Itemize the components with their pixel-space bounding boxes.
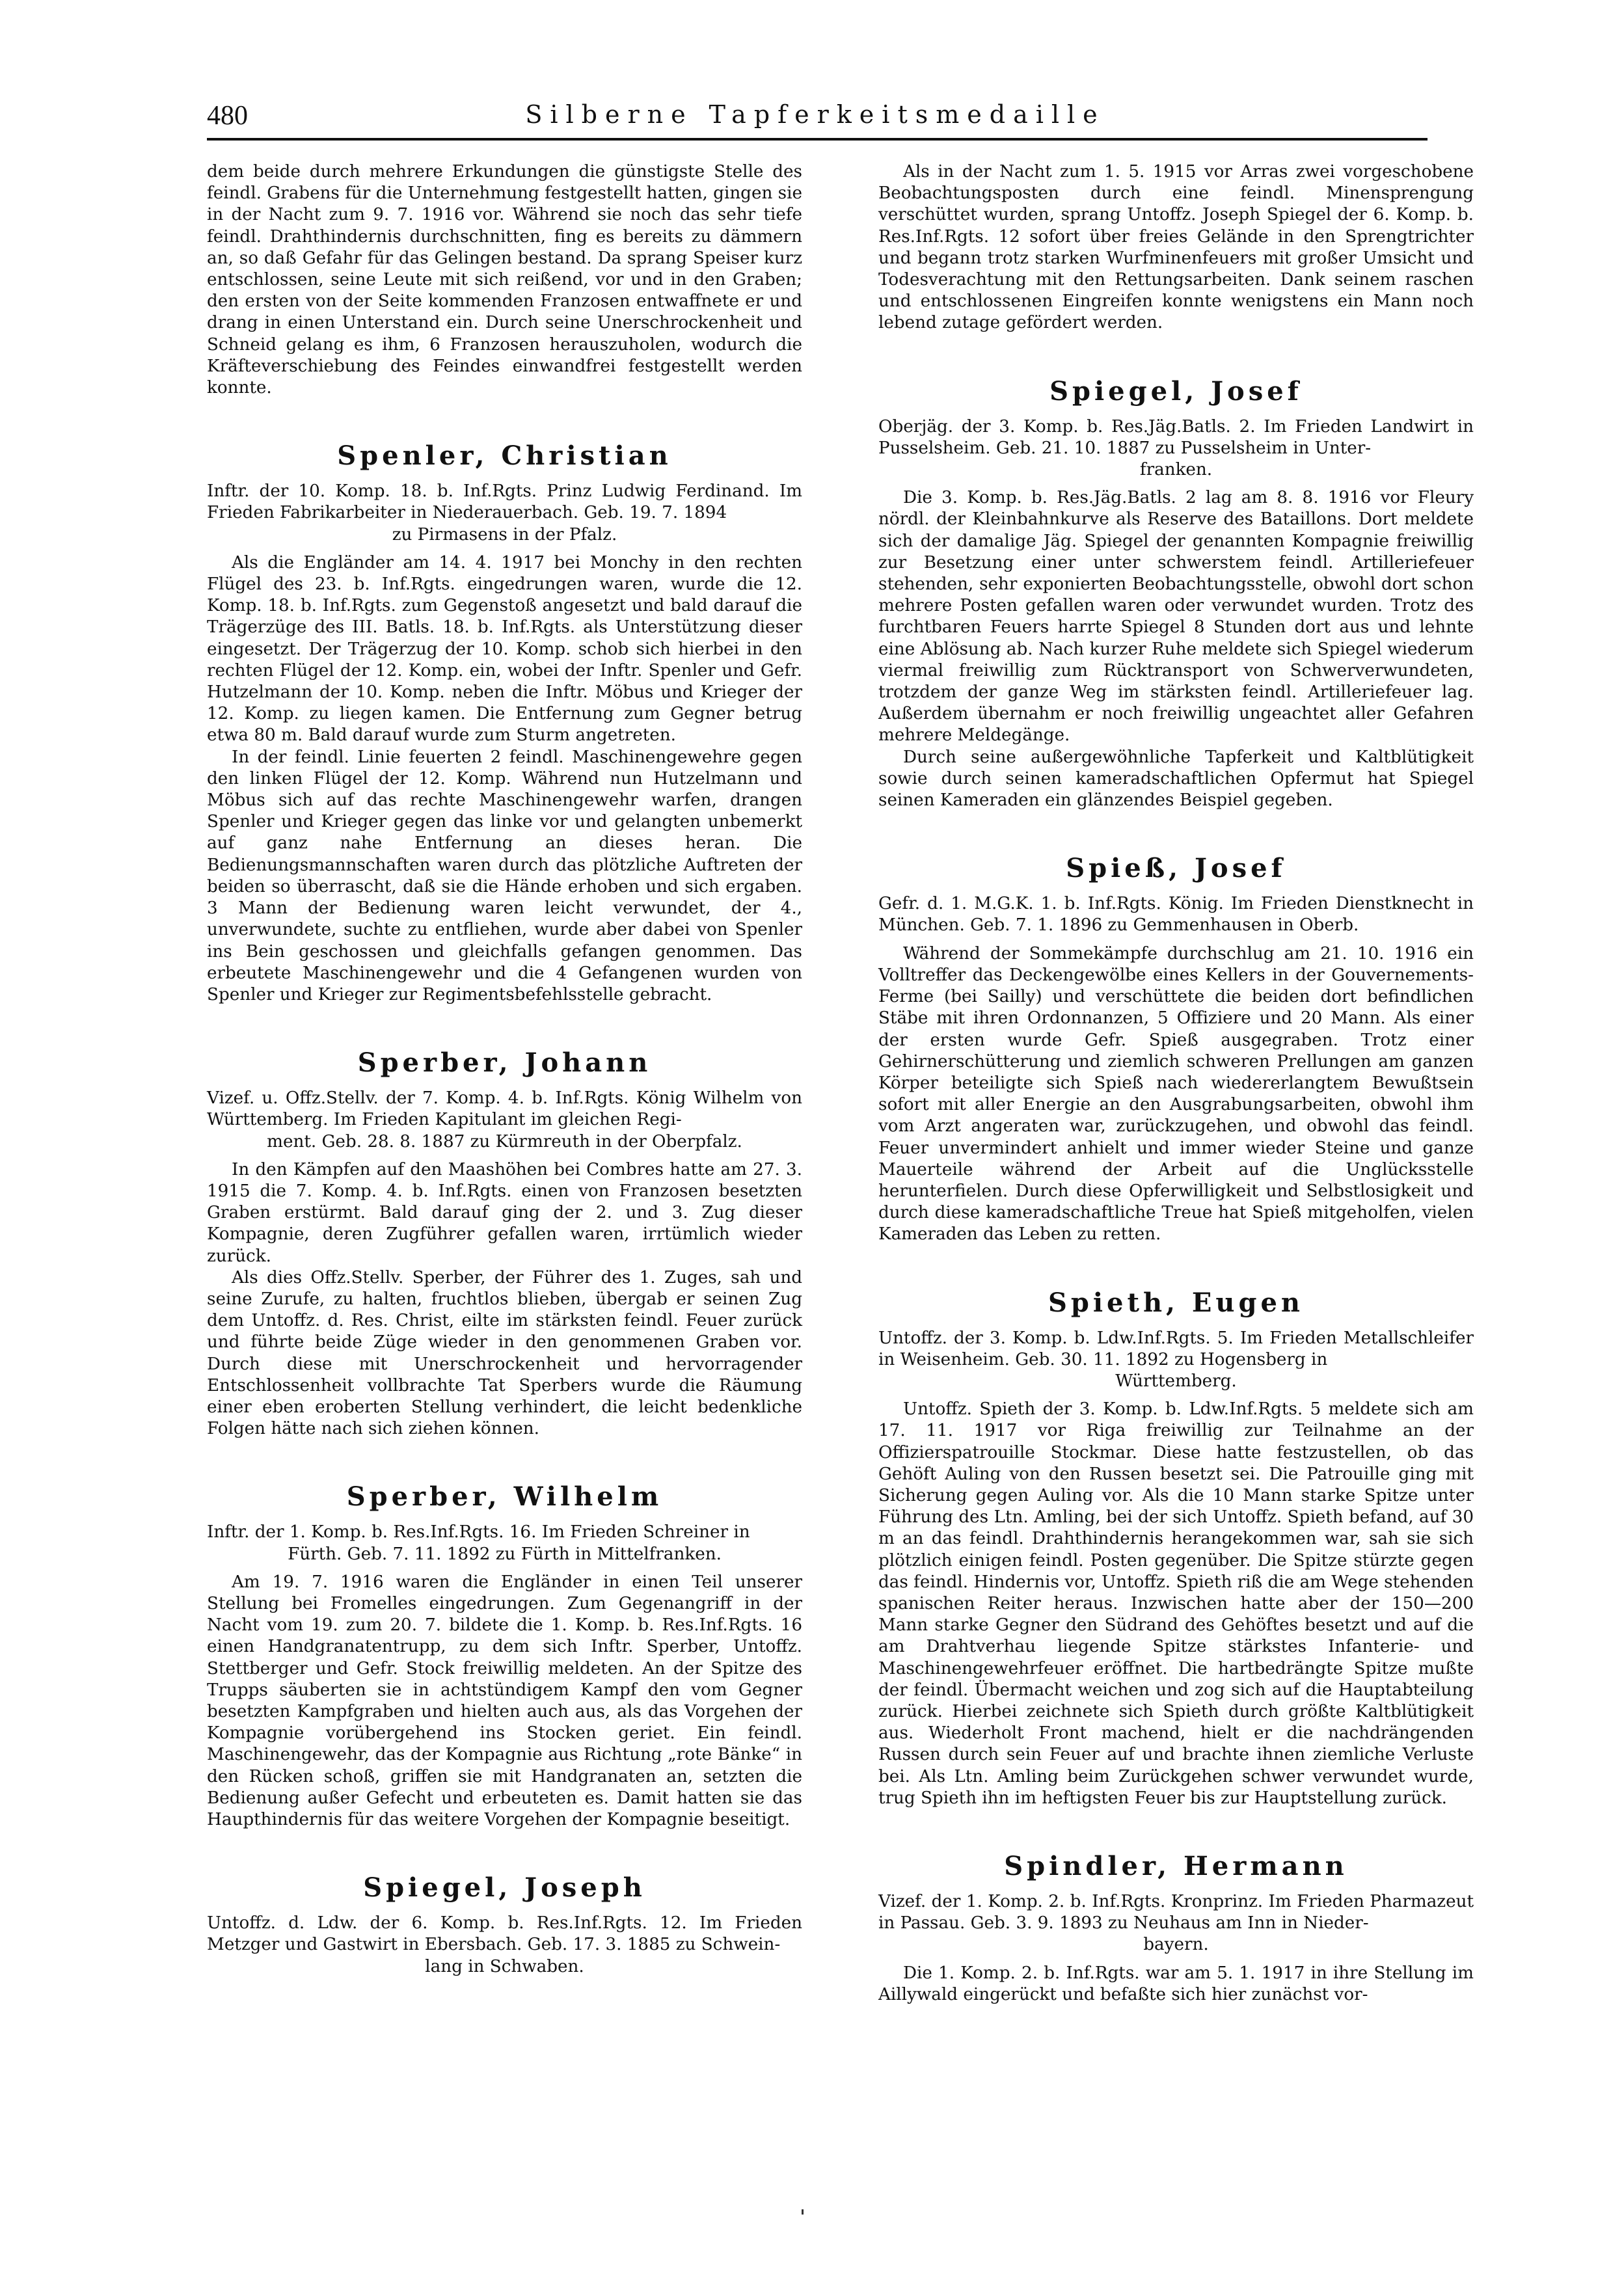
entry-paragraph: Während der Sommekämpfe durchschlug am 21. 10. 1916 ein Volltreffer das Deckengewölbe eines Kellers in der Gouvernements-Ferme (bei Sailly) und verschüttete die beiden dort befindlichen Stäbe mit ihren Ordonnanzen, 5 Offiziere und 20 Mann. Als einer der ersten wurde Gefr. Spieß ausgegraben. Trotz einer Gehirnerschütterung und ziemlich schweren Prellungen am ganzen Körper beteiligte sich Spieß nach wiedererlangtem Bewußtsein sofort mit aller Energie an den Ausgrabungsarbeiten, obwohl ihm vom Arzt angeraten war, zurückzugehen, und obwohl das feindl. Feuer unvermindert anhielt und immer wieder Steine und ganze Mauerteile während der Arbeit auf die Unglücksstelle herunterfielen. Durch diese Opferwilligkeit und Selbstlosigkeit und durch diese kameradschaftliche Treue hat Spieß mitgeholfen, vielen Kameraden das Leben zu retten. (878, 943, 1474, 1245)
entry-meta-last: zu Pirmasens in der Pfalz. (392, 524, 617, 545)
print-mark (802, 2209, 804, 2215)
entry-meta (207, 1913, 802, 1978)
entry-meta (878, 1891, 1474, 1956)
entry-sperber-wilhelm (207, 1481, 802, 1831)
entry-paragraph: In der feindl. Linie feuerten 2 feindl. Maschinengewehre gegen den linken Flügel der 12. Komp. Während nun Hutzelmann und Möbus sich auf das rechte Maschinengewehr warfen, drangen Spenler und Krieger gegen das linke vor und gelangten unbemerkt auf ganz nahe Entfernung an dieses heran. Die Bedienungsmannschaften waren durch das plötzliche Auftreten der beiden so überrascht, daß sie die Hände erhoben und sich ergaben. 3 Mann der Bedienung waren leicht verwundet, der 4., unverwundete, suchte zu entfliehen, wurde aber dabei von Spenler ins Bein geschossen und gleichfalls gefangen genommen. Das erbeutete Maschinengewehr und die 4 Gefangenen wurden von Spenler und Krieger zur Regimentsbefehlsstelle gebracht. (207, 747, 802, 1004)
entry-meta-last: franken. (1139, 460, 1213, 480)
entry-meta-text: Untoffz. d. Ldw. der 6. Komp. b. Res.Inf.Rgts. 12. Im Frieden Metzger und Gastwirt in Ebersbach. Geb. 17. 3. 1885 zu Schwein- (207, 1913, 802, 1955)
continuation-paragraph: dem beide durch mehrere Erkundungen die günstigste Stelle des feindl. Grabens für die Unternehmung festgestellt hatten, gingen sie in der Nacht zum 9. 7. 1916 vor. Während sie noch das sehr tiefe feindl. Drahthindernis durchschnitten, fing es bereits zu dämmern an, so daß Gefahr für das Gelingen bestand. Da sprang Speiser kurz entschlossen, seine Leute mit sich reißend, vor und in den Graben; den ersten von der Seite kommenden Franzosen entwaffnete er und drang in einen Unterstand ein. Durch seine Unerschrockenheit und Schneid gelang es ihm, 6 Franzosen herauszuholen, wodurch die Kräfteverschiebung des Feindes einwandfrei festgestellt werden konnte. (207, 162, 802, 398)
entry-meta-text: Vizef. u. Offz.Stellv. der 7. Komp. 4. b. Inf.Rgts. König Wilhelm von Württemberg. Im Frieden Kapitulant im gleichen Regi- (207, 1088, 802, 1130)
header-rule (207, 138, 1428, 141)
running-title: Silberne Tapferkeitsmedaille (525, 100, 1105, 129)
entry-name: Sperber, Johann (357, 1047, 652, 1079)
entry-meta-text: Vizef. der 1. Komp. 2. b. Inf.Rgts. Kronprinz. Im Frieden Pharmazeut in Passau. Geb. 3. 9. 1893 zu Neuhaus am Inn in Nieder- (878, 1892, 1474, 1933)
entry-name: Spenler, Christian (337, 440, 672, 472)
entry-name: Sperber, Wilhelm (346, 1481, 663, 1513)
entry-spiegel-joseph (207, 1872, 802, 1978)
continuation-paragraph: Als in der Nacht zum 1. 5. 1915 vor Arras zwei vorgeschobene Beobachtungsposten durch eine feindl. Minensprengung verschüttet wurden, sprang Untoffz. Joseph Spiegel der 6. Komp. b. Res.Inf.Rgts. 12 sofort über freies Gelände in den Sprengtrichter und begann trotz starken Wurfminenfeuers mit großer Umsicht und Todesverachtung mit den Rettungsarbeiten. Dank seinem raschen und entschlossenen Eingreifen konnte wenigstens ein Mann noch lebend zutage gefördert werden. (878, 162, 1474, 333)
entry-paragraph: Durch seine außergewöhnliche Tapferkeit und Kaltblütigkeit sowie durch seinen kameradschaftlichen Opfermut hat Spiegel seinen Kameraden ein glänzendes Beispiel gegeben. (878, 747, 1474, 811)
entry-meta (207, 1522, 802, 1565)
entry-paragraph: Am 19. 7. 1916 waren die Engländer in einen Teil unserer Stellung bei Fromelles eingedrungen. Zum Gegenangriff in der Nacht vom 19. zum 20. 7. bildete die 1. Komp. b. Res.Inf.Rgts. 16 einen Handgranatentrupp, zu dem sich Inftr. Sperber, Untoffz. Stettberger und Gefr. Stock freiwillig meldeten. An der Spitze des Trupps säuberten sie in achtstündigem Kampf den vom Gegner besetzten Kampfgraben und hielten auch aus, als das Vorgehen der Kompagnie vorübergehend ins Stocken geriet. Ein feindl. Maschinengewehr, das der Kompagnie aus Richtung „rote Bänke“ in den Rücken schoß, griffen sie mit Handgranaten an, setzten die Bedienung außer Gefecht und erbeuteten es. Damit hatten sie das Haupthindernis für das weitere Vorgehen der Kompagnie beseitigt. (207, 1572, 802, 1829)
entry-meta-text: Inftr. der 1. Komp. b. Res.Inf.Rgts. 16. Im Frieden Schreiner in (207, 1522, 750, 1542)
entry-name: Spiegel, Joseph (363, 1872, 646, 1904)
page-header (207, 98, 1424, 141)
entry-meta (878, 416, 1474, 481)
entry-name: Spindler, Hermann (1004, 1851, 1348, 1881)
entry-paragraph: Als dies Offz.Stellv. Sperber, der Führer des 1. Zuges, sah und seine Zurufe, zu halten, fruchtlos blieben, übergab er seinen Zug dem Untoffz. d. Res. Christ, eilte im stärksten feindl. Feuer zurück und führte beide Züge wieder in den genommenen Graben vor. Durch diese mit Unerschrockenheit und hervorragender Entschlossenheit vollbrachte Tat Sperbers wurde die Räumung einer eben eroberten Stellung verhindert, die leicht bedenkliche Folgen hätte nach sich ziehen können. (207, 1267, 802, 1439)
entry-meta-text: Untoffz. der 3. Komp. b. Ldw.Inf.Rgts. 5. Im Frieden Metallschleifer in Weisenheim. Geb. 30. 11. 1892 zu Hogensberg in (878, 1328, 1474, 1369)
entry-meta-last: ment. Geb. 28. 8. 1887 zu Kürmreuth in der Oberpfalz. (267, 1131, 742, 1152)
entry-meta-last: bayern. (1143, 1935, 1209, 1955)
entry-spiegel-josef (878, 376, 1474, 812)
entry-paragraph: In den Kämpfen auf den Maashöhen bei Combres hatte am 27. 3. 1915 die 7. Komp. 4. b. Inf.Rgts. einen von Franzosen besetzten Graben erstürmt. Bald darauf ging der 2. und 3. Zug dieser Kompagnie, deren Zugführer gefallen waren, irrtümlich wieder zurück. (207, 1159, 802, 1266)
entry-paragraph: Untoffz. Spieth der 3. Komp. b. Ldw.Inf.Rgts. 5 meldete sich am 17. 11. 1917 vor Riga freiwillig zur Teilnahme an der Offizierspatrouille Stockmar. Diese hatte festzustellen, ob das Gehöft Auling von den Russen besetzt sei. Die Patrouille ging mit Sicherung gegen Auling vor. Als die 10 Mann starke Spitze unter Führung des Ltn. Amling, bei der sich Untoffz. Spieth befand, auf 30 m an das feindl. Drahthindernis herangekommen war, sah sie sich plötzlich einigen feindl. Posten gegenüber. Die Spitze stürzte gegen das feindl. Hindernis vor, Untoffz. Spieth riß die am Wege stehenden spanischen Reiter heraus. Inzwischen hatte aber der 150—200 Mann starke Gegner den Südrand des Gehöftes besetzt und auf die am Drahtverhau liegende Spitze stärkstes Infanterie- und Maschinengewehrfeuer eröffnet. Die hartbedrängte Spitze mußte der feindl. Übermacht weichen und zog sich auf die Hauptabteilung zurück. Hierbei zeichnete sich Spieth durch größte Kaltblütigkeit aus. Wiederholt Front machend, hielt er die nachdrängenden Russen durch sein Feuer auf und brachte ihnen ziemliche Verluste bei. Als Ltn. Amling beim Zurückgehen schwer verwundet wurde, trug Spieth ihn im heftigsten Feuer bis zur Hauptstellung zurück. (878, 1399, 1474, 1808)
entry-meta-last: Fürth. Geb. 7. 11. 1892 zu Fürth in Mittelfranken. (288, 1544, 722, 1564)
entry-name: Spieß, Josef (1066, 853, 1286, 884)
entry-paragraph: Die 1. Komp. 2. b. Inf.Rgts. war am 5. 1. 1917 in ihre Stellung im Aillywald eingerückt und befaßte sich hier zunächst vor- (878, 1963, 1474, 2004)
entry-meta (207, 1088, 802, 1153)
entry-paragraph: Die 3. Komp. b. Res.Jäg.Batls. 2 lag am 8. 8. 1916 vor Fleury nördl. der Kleinbahnkurve als Reserve des Bataillons. Dort meldete sich der damalige Jäg. Spiegel der genannten Kompagnie freiwillig zur Besetzung einer unter schwerstem feindl. Artilleriefeuer stehenden, sehr exponierten Beobachtungsstelle, obwohl dort schon mehrere Posten gefallen waren oder verwundet wurden. Trotz des furchtbaren Feuers harrte Spiegel 8 Stunden dort aus und lehnte eine Ablösung ab. Nach kurzer Ruhe meldete sich Spiegel wiederum viermal freiwillig zum Rücktransport von Schwerverwundeten, trotzdem der ganze Weg im stärksten feindl. Artilleriefeuer lag. Außerdem übernahm er noch freiwillig ungeachtet aller Gefahren mehrere Meldegänge. (878, 488, 1474, 746)
entry-spenler-christian (207, 440, 802, 1006)
entry-meta-last: Württemberg. (1115, 1371, 1237, 1391)
left-column (207, 161, 802, 1984)
page-number: 480 (207, 101, 248, 131)
entry-meta-last: lang in Schwaben. (425, 1956, 584, 1976)
entry-name: Spiegel, Josef (1049, 375, 1303, 407)
entry-meta-text: Inftr. der 10. Komp. 18. b. Inf.Rgts. Prinz Ludwig Ferdinand. Im Frieden Fabrikarbeiter in Niederauerbach. Geb. 19. 7. 1894 (207, 481, 802, 523)
entry-spindler-hermann (878, 1851, 1474, 2006)
entry-meta-text: Gefr. d. 1. M.G.K. 1. b. Inf.Rgts. König. Im Frieden Dienstknecht in München. Geb. 7. 1. 1896 zu Gemmenhausen in Oberb. (878, 894, 1474, 936)
entry-paragraph: Als die Engländer am 14. 4. 1917 bei Monchy in den rechten Flügel des 23. b. Inf.Rgts. eingedrungen waren, wurde die 12. Komp. 18. b. Inf.Rgts. zum Gegenstoß angesetzt und bald darauf die Trägerzüge des III. Batls. 18. b. Inf.Rgts. als Unterstützung dieser eingesetzt. Der Trägerzug der 10. Komp. schob sich hierbei in den rechten Flügel der 12. Komp. ein, wobei der Inftr. Spenler und Gefr. Hutzelmann der 10. Komp. neben die Inftr. Möbus und Krieger der 12. Komp. zu liegen kamen. Die Entfernung zum Gegner betrug etwa 80 m. Bald darauf wurde zum Sturm angetreten. (207, 552, 802, 746)
entry-meta (207, 481, 802, 546)
entry-meta (878, 1328, 1474, 1393)
entry-meta-text: Oberjäg. der 3. Komp. b. Res.Jäg.Batls. 2. Im Frieden Landwirt in Pusselsheim. Geb. 21. 10. 1887 zu Pusselsheim in Unter- (878, 416, 1474, 458)
right-column (878, 161, 1474, 2006)
entry-meta (878, 893, 1474, 936)
entry-spiess-josef (878, 853, 1474, 1245)
entry-spieth-eugen (878, 1287, 1474, 1809)
entry-name: Spieth, Eugen (1048, 1287, 1304, 1318)
entry-sperber-johann (207, 1047, 802, 1440)
